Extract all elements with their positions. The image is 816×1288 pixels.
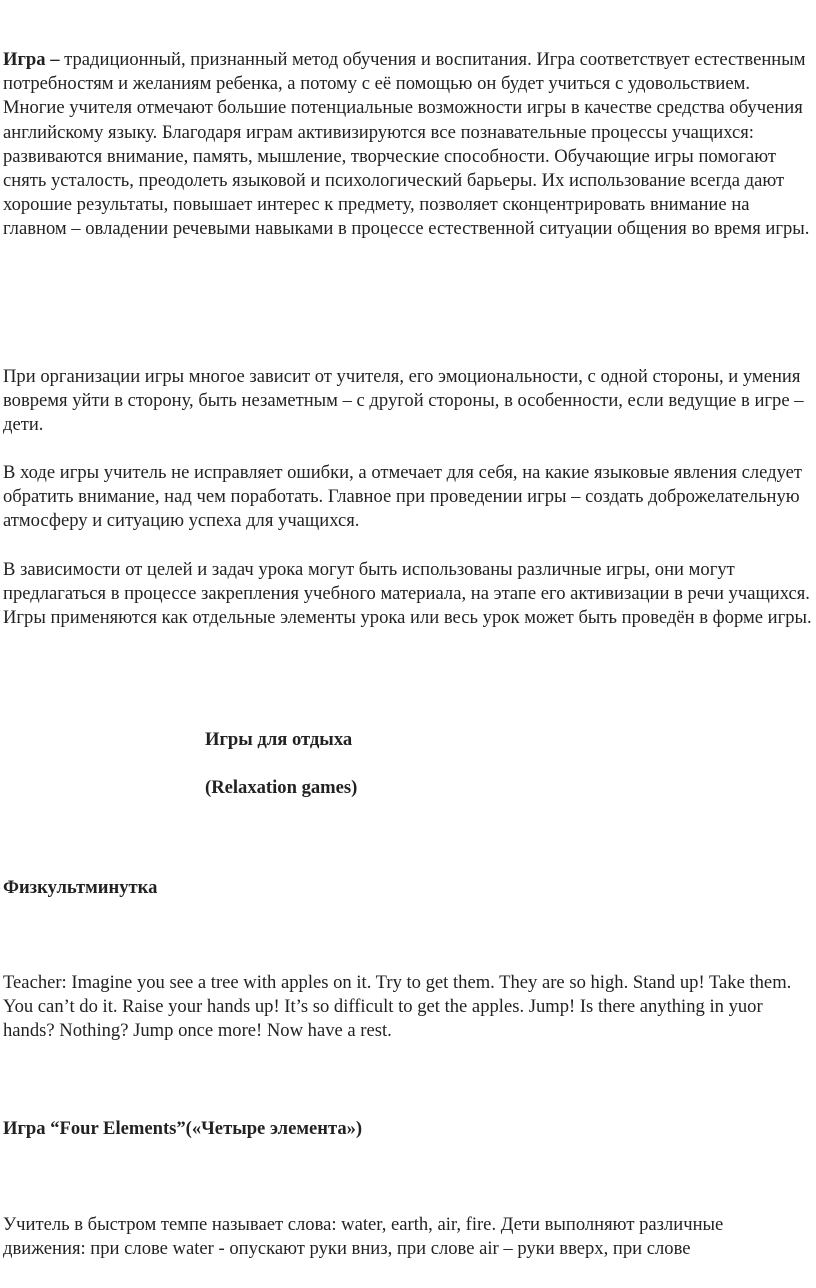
four-elements-line-2: движения: при слове water - опускают руки вниз, при слове air – руки вверх, при слове	[3, 1238, 691, 1260]
intro-paragraph	[3, 48, 813, 242]
paragraph-organization: При организации игры многое зависит от учителя, его эмоциональности, с одной стороны, и умения вовремя уйти в сторону, быть незаметным – с другой стороны, в особенности, если ведущие в игре – дети.	[3, 366, 804, 436]
intro-lead: Игра –	[3, 49, 60, 70]
four-elements-text	[3, 1213, 813, 1261]
four-elements-line-1: Учитель в быстром темпе называет слова: water, earth, air, fire. Дети выполняют различные	[3, 1214, 724, 1235]
intro-text: традиционный, признанный метод обучения и воспитания. Игра соответствует естественным потребностям и желаниям ребенка, а потому с её помощью он будет учиться с удовольствием. Многие учителя отмечают большие потенциальные возможности игры в качестве средства обучения английскому языку. Благодаря играм активизируются все познавательные процессы учащихся: развиваются внимание, память, мышление, творческие способности. Обучающие игры помогают снять усталость, преодолеть языковой и психологический барьеры. Их использование всегда дают хорошие результаты, повышает интерес к предмету, позволяет сконцентрировать внимание на главном – овладении речевыми навыками в процессе естественной ситуации общения во время игры.	[3, 49, 810, 240]
paragraph-goals: В зависимости от целей и задач урока могут быть использованы различные игры, они могут предлагаться в процессе закрепления учебного материала, на этапе его активизации в речи учащихся. Игры применяются как отдельные элементы урока или весь урок может быть проведён в форме игры.	[3, 559, 812, 629]
paragraph-errors: В ходе игры учитель не исправляет ошибки, а отмечает для себя, на какие языковые явления следует обратить внимание, над чем поработать. Главное при проведении игры – создать доброжелательную атмосферу и ситуацию успеха для учащихся.	[3, 462, 803, 532]
section-title-en: (Relaxation games)	[205, 777, 358, 798]
fizkult-heading: Физкультминутка	[3, 877, 158, 898]
section-title-ru: Игры для отдыха	[205, 729, 353, 750]
four-elements-heading: Игра “Four Elements”(«Четыре элемента»)	[3, 1118, 363, 1139]
fizkult-text: Teacher: Imagine you see a tree with apples on it. Try to get them. They are so high. Stand up! Take them. You can’t do it. Raise your hands up! It’s so difficult to get the apples. Jump! Is there anything in yuor hands? Nothing? Jump once more! Now have a rest.	[3, 972, 792, 1042]
